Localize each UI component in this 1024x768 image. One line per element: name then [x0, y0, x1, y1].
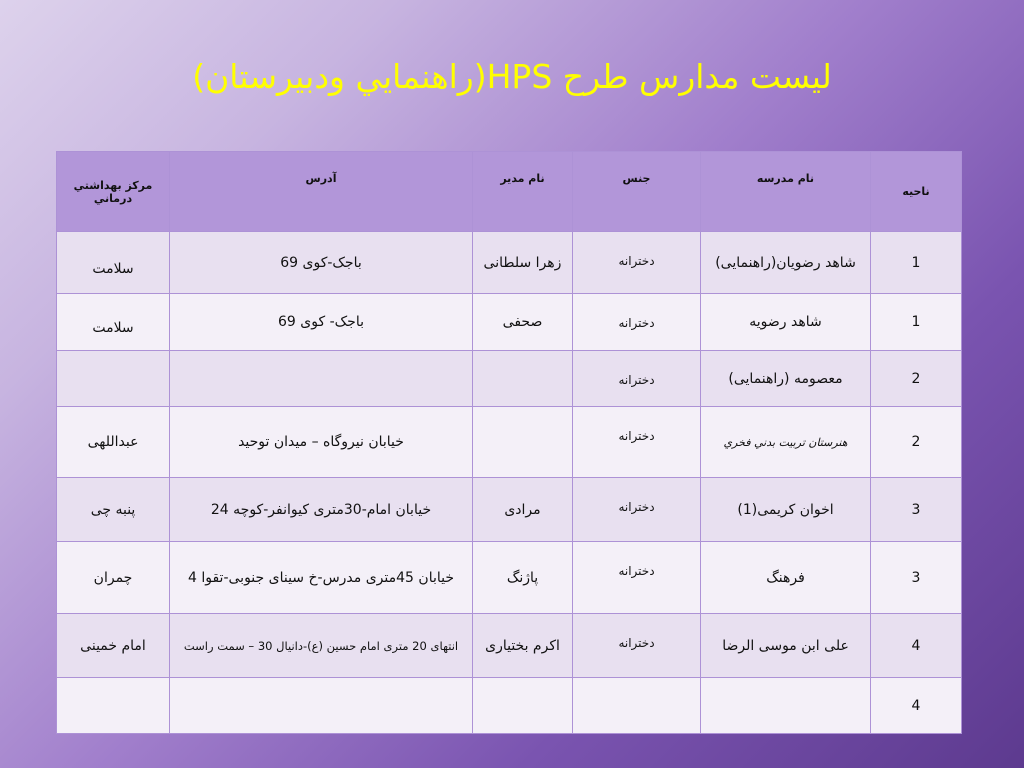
- cell-health-center: عبداللهی: [57, 407, 170, 478]
- cell-district: 3: [871, 478, 962, 542]
- cell-health-center: سلامت: [57, 294, 170, 351]
- cell-address: خیابان امام-30متری کیوانفر-کوچه 24: [170, 478, 473, 542]
- table-row: [57, 678, 962, 734]
- cell-health-center: چمران: [57, 542, 170, 614]
- cell-school: علی ابن موسی الرضا: [701, 614, 871, 678]
- cell-gender: دخترانه: [573, 614, 701, 678]
- cell-gender: دخترانه: [573, 478, 701, 542]
- cell-address: انتهای 20 متری امام حسین (ع)-دانیال 30 – سمت راست: [170, 614, 473, 678]
- cell-school: هنرستان تربيت بدني فخري: [701, 407, 871, 478]
- header-principal: نام مدير: [473, 152, 573, 232]
- header-row: [57, 152, 962, 232]
- cell-principal: [473, 407, 573, 478]
- table-row: [57, 351, 962, 407]
- cell-address: باجک- کوی 69: [170, 294, 473, 351]
- cell-school: شاهد رضویان(راهنمایی): [701, 232, 871, 294]
- cell-school: اخوان کریمی(1): [701, 478, 871, 542]
- cell-district: 2: [871, 351, 962, 407]
- cell-gender: دخترانه: [573, 351, 701, 407]
- header-school: نام مدرسه: [701, 152, 871, 232]
- header-health-center: مركز بهداشتي درماني: [57, 152, 170, 232]
- table-row: [57, 294, 962, 351]
- cell-school: فرهنگ: [701, 542, 871, 614]
- cell-gender: دخترانه: [573, 407, 701, 478]
- cell-health-center: [57, 678, 170, 734]
- cell-health-center: [57, 351, 170, 407]
- cell-address: [170, 351, 473, 407]
- cell-district: 4: [871, 614, 962, 678]
- cell-principal: صحفی: [473, 294, 573, 351]
- cell-school: معصومه (راهنمایی): [701, 351, 871, 407]
- cell-principal: [473, 678, 573, 734]
- header-address: آدرس: [170, 152, 473, 232]
- table-row: [57, 614, 962, 678]
- header-district: ناحيه: [871, 152, 962, 232]
- table-row: [57, 478, 962, 542]
- cell-address: خیابان نیروگاه – میدان توحید: [170, 407, 473, 478]
- cell-health-center: سلامت: [57, 232, 170, 294]
- cell-health-center: پنبه چی: [57, 478, 170, 542]
- cell-gender: [573, 678, 701, 734]
- cell-gender: دخترانه: [573, 294, 701, 351]
- cell-principal: پاژنگ: [473, 542, 573, 614]
- cell-principal: مرادی: [473, 478, 573, 542]
- header-gender: جنس: [573, 152, 701, 232]
- cell-district: 3: [871, 542, 962, 614]
- schools-table-grid: [56, 151, 962, 734]
- table-row: [57, 542, 962, 614]
- cell-address: [170, 678, 473, 734]
- cell-school: شاهد رضویه: [701, 294, 871, 351]
- cell-principal: اکرم بختیاری: [473, 614, 573, 678]
- cell-gender: دخترانه: [573, 542, 701, 614]
- cell-principal: [473, 351, 573, 407]
- cell-gender: دخترانه: [573, 232, 701, 294]
- cell-address: باجک-کوی 69: [170, 232, 473, 294]
- table-row: [57, 232, 962, 294]
- cell-district: 1: [871, 232, 962, 294]
- cell-district: 1: [871, 294, 962, 351]
- cell-school: [701, 678, 871, 734]
- cell-address: خیابان 45متری مدرس-خ سینای جنوبی-تقوا 4: [170, 542, 473, 614]
- table-row: [57, 407, 962, 478]
- cell-health-center: امام خمینی: [57, 614, 170, 678]
- cell-district: 4: [871, 678, 962, 734]
- slide-title: لیست مدارس طرح HPS(راهنمايي ودبيرستان): [192, 57, 832, 96]
- schools-table: [56, 151, 961, 713]
- cell-district: 2: [871, 407, 962, 478]
- cell-principal: زهرا سلطانی: [473, 232, 573, 294]
